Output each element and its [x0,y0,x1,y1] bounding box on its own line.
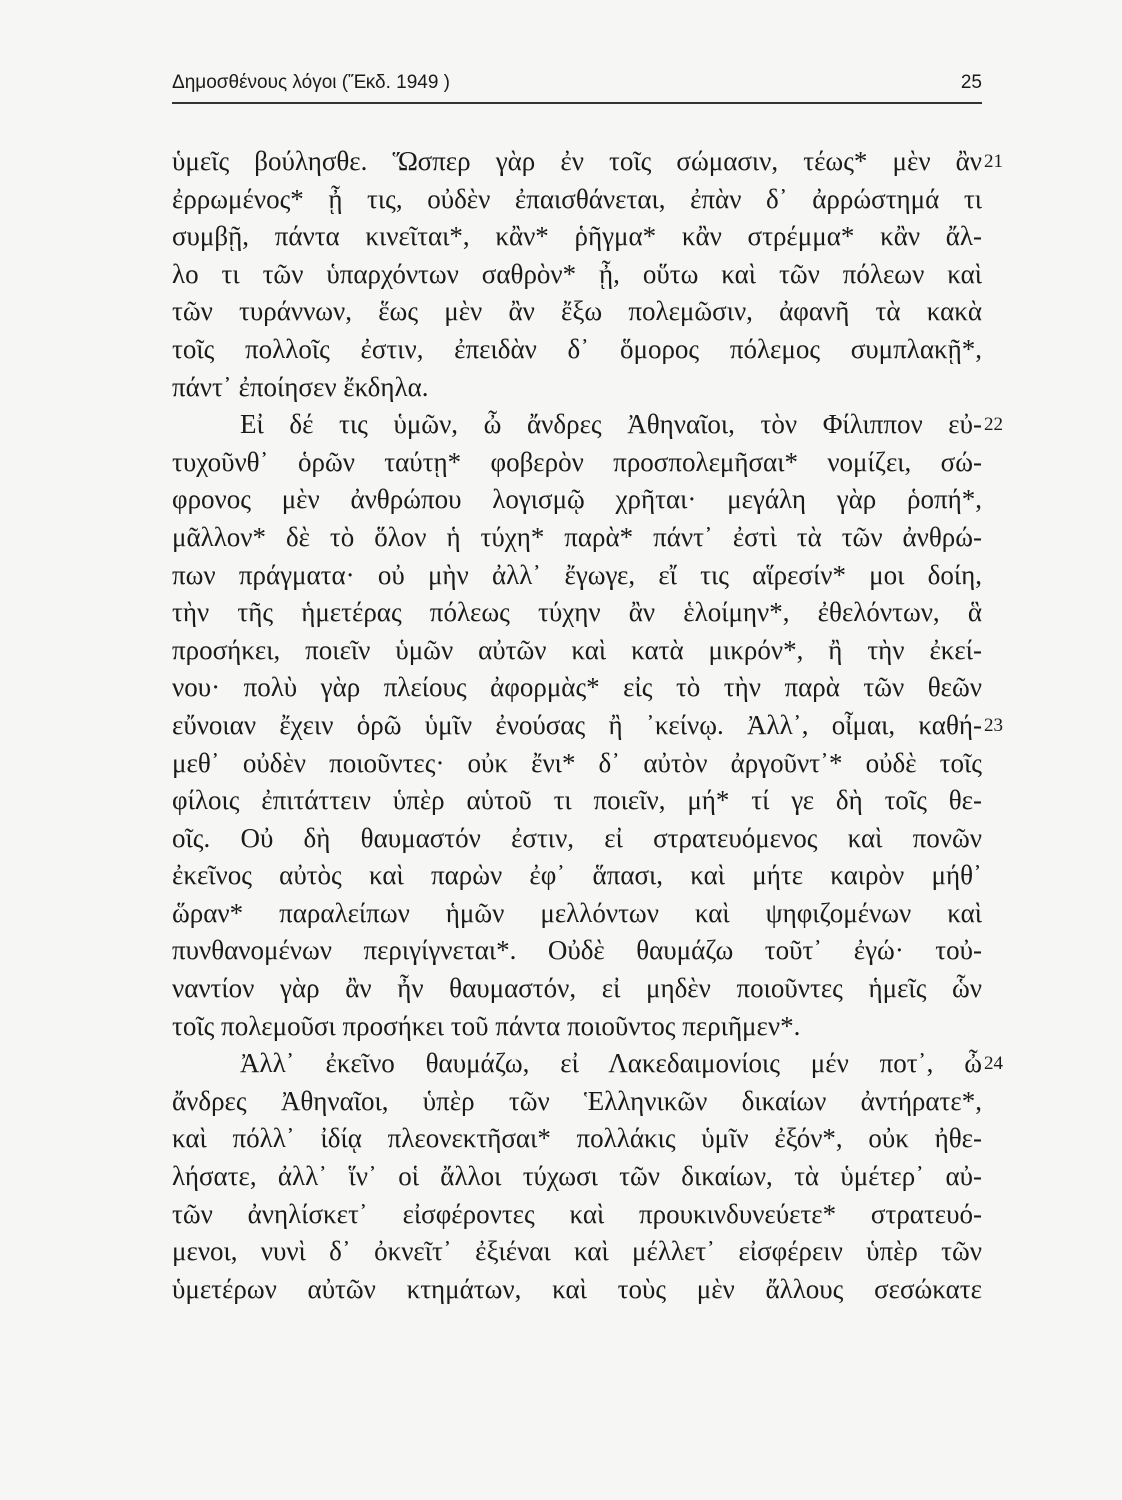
line-text: πάντ᾽ ἐποίησεν ἔκδηλα. [172,371,429,402]
text-line [172,293,982,331]
text-line [172,1271,982,1309]
line-text: τῶν ἀνηλίσκετ᾽ εἰσφέροντες καὶ προυκινδυνεύετε* στρατευό- [172,1198,982,1229]
line-text: ναντίον γὰρ ἂν ἦν θαυμαστόν, εἰ μηδὲν ποιοῦντες ἡμεῖς ὧν [172,973,982,1004]
text-line [172,181,982,219]
text-line [172,970,982,1008]
line-text: τυχοῦνθ᾽ ὁρῶν ταύτῃ* φοβερὸν προσπολεμῆσαι* νομίζει, σώ- [172,446,982,477]
text-line [172,669,982,707]
text-line [172,895,982,933]
line-text: φίλοις ἐπιτάττειν ὑπὲρ αὑτοῦ τι ποιεῖν, μή* τί γε δὴ τοῖς θε- [172,785,982,816]
text-line [172,1158,982,1196]
line-text: λήσατε, ἀλλ᾽ ἵν᾽ οἱ ἄλλοι τύχωσι τῶν δικαίων, τὰ ὑμέτερ᾽ αὐ- [172,1161,982,1192]
text-line [172,1045,1003,1083]
text-line [172,331,982,369]
line-text: ἐκεῖνος αὐτὸς καὶ παρὼν ἐφ᾽ ἅπασι, καὶ μήτε καιρὸν μήθ᾽ [172,860,982,891]
line-text: πυνθανομένων περιγίγνεται*. Οὐδὲ θαυμάζω τοῦτ᾽ ἐγώ· τοὐ- [172,935,982,966]
line-text: μᾶλλον* δὲ τὸ ὅλον ἡ τύχη* παρὰ* πάντ᾽ ἐστὶ τὰ τῶν ἀνθρώ- [172,521,982,552]
line-text: συμβῇ, πάντα κινεῖται*, κἂν* ῥῆγμα* κἂν στρέμμα* κἂν ἄλ- [172,221,982,252]
line-text: πων πράγματα· οὐ μὴν ἀλλ᾽ ἔγωγε, εἴ τις αἵρεσίν* μοι δοίη, [172,559,982,590]
line-text: τοῖς πολλοῖς ἐστιν, ἐπειδὰν δ᾽ ὅμορος πόλεμος συμπλακῇ*, [172,333,982,364]
section-number: 21 [984,151,1003,172]
line-text: οῖς. Οὐ δὴ θαυμαστόν ἐστιν, εἰ στρατευόμενος καὶ πονῶν [172,822,982,853]
section-number: 24 [984,1053,1003,1075]
line-text: Ἀλλ᾽ ἐκεῖνο θαυμάζω, εἰ Λακεδαιμονίοις μέν ποτ᾽, ὦ [240,1048,982,1079]
line-text: τοῖς πολεμοῦσι προσήκει τοῦ πάντα ποιοῦντος περιῆμεν*. [172,1010,801,1041]
line-text: καὶ πόλλ᾽ ἰδίᾳ πλεονεκτῆσαι* πολλάκις ὑμῖν ἐξόν*, οὐκ ἠθε- [172,1123,982,1154]
line-text: Εἰ δέ τις ὑμῶν, ὦ ἄνδρες Ἀθηναῖοι, τὸν Φίλιππον εὐ- [240,409,982,440]
text-line [172,1008,982,1046]
text-line [172,1196,982,1234]
line-text: ὥραν* παραλείπων ἡμῶν μελλόντων καὶ ψηφιζομένων καὶ [172,897,982,928]
text-line [172,143,1003,181]
text-line [172,594,982,632]
text-line [172,218,982,256]
line-text: τὴν τῆς ἡμετέρας πόλεως τύχην ἂν ἑλοίμην*, ἐθελόντων, ἃ [172,597,982,628]
text-line [172,256,982,294]
text-line [172,1083,982,1121]
line-text: φρονος μὲν ἀνθρώπου λογισμῷ χρῆται· μεγάλη γὰρ ῥοπή*, [172,484,982,515]
text-line [172,745,982,783]
text-line [172,444,982,482]
text-body [172,143,1003,1308]
line-text: προσήκει, ποιεῖν ὑμῶν αὐτῶν καὶ κατὰ μικρόν*, ἢ τὴν ἐκεί- [172,634,982,665]
line-text: ἐρρωμένος* ᾖ τις, οὐδὲν ἐπαισθάνεται, ἐπὰν δ᾽ ἀρρώστημά τι [172,183,982,214]
text-line [172,1120,982,1158]
line-text: νου· πολὺ γὰρ πλείους ἀφορμὰς* εἰς τὸ τὴν παρὰ τῶν θεῶν [172,672,982,703]
text-line [172,932,982,970]
text-line [172,1233,982,1271]
line-text: λο τι τῶν ὑπαρχόντων σαθρὸν* ᾖ, οὕτω καὶ τῶν πόλεων καὶ [172,258,982,289]
text-line [172,632,982,670]
section-number: 22 [984,414,1003,436]
line-text: μενοι, νυνὶ δ᾽ ὀκνεῖτ᾽ ἐξιέναι καὶ μέλλετ᾽ εἰσφέρειν ὑπὲρ τῶν [172,1236,982,1267]
text-line [172,369,982,407]
page-number: 25 [960,72,982,93]
text-line [172,557,982,595]
text-line [172,782,982,820]
line-text: ὑμεῖς βούλησθε. Ὥσπερ γὰρ ἐν τοῖς σώμασιν, τέως* μὲν ἂν [172,146,982,176]
section-number: 23 [984,714,1003,736]
text-line [172,519,982,557]
line-text: ἄνδρες Ἀθηναῖοι, ὑπὲρ τῶν Ἑλληνικῶν δικαίων ἀντήρατε*, [172,1085,982,1116]
text-line [172,857,982,895]
header-rule [172,102,982,104]
text-line [172,406,1003,444]
line-text: ὑμετέρων αὐτῶν κτημάτων, καὶ τοὺς μὲν ἄλλους σεσώκατε [172,1273,982,1304]
header-title: Δημοσθένους λόγοι (Ἔκδ. 1949 ) [172,72,451,93]
line-text: τῶν τυράννων, ἕως μὲν ἂν ἔξω πολεμῶσιν, ἀφανῆ τὰ κακὰ [172,296,982,327]
running-header [172,70,982,100]
text-line [172,820,982,858]
text-line [172,707,1003,745]
text-line [172,481,982,519]
line-text: μεθ᾽ οὐδὲν ποιοῦντες· οὐκ ἔνι* δ᾽ αὐτὸν ἀργοῦντ᾽* οὐδὲ τοῖς [172,747,982,778]
line-text: εὔνοιαν ἔχειν ὁρῶ ὑμῖν ἐνούσας ἢ ᾽κείνῳ. Ἀλλ᾽, οἶμαι, καθή- [172,709,982,740]
